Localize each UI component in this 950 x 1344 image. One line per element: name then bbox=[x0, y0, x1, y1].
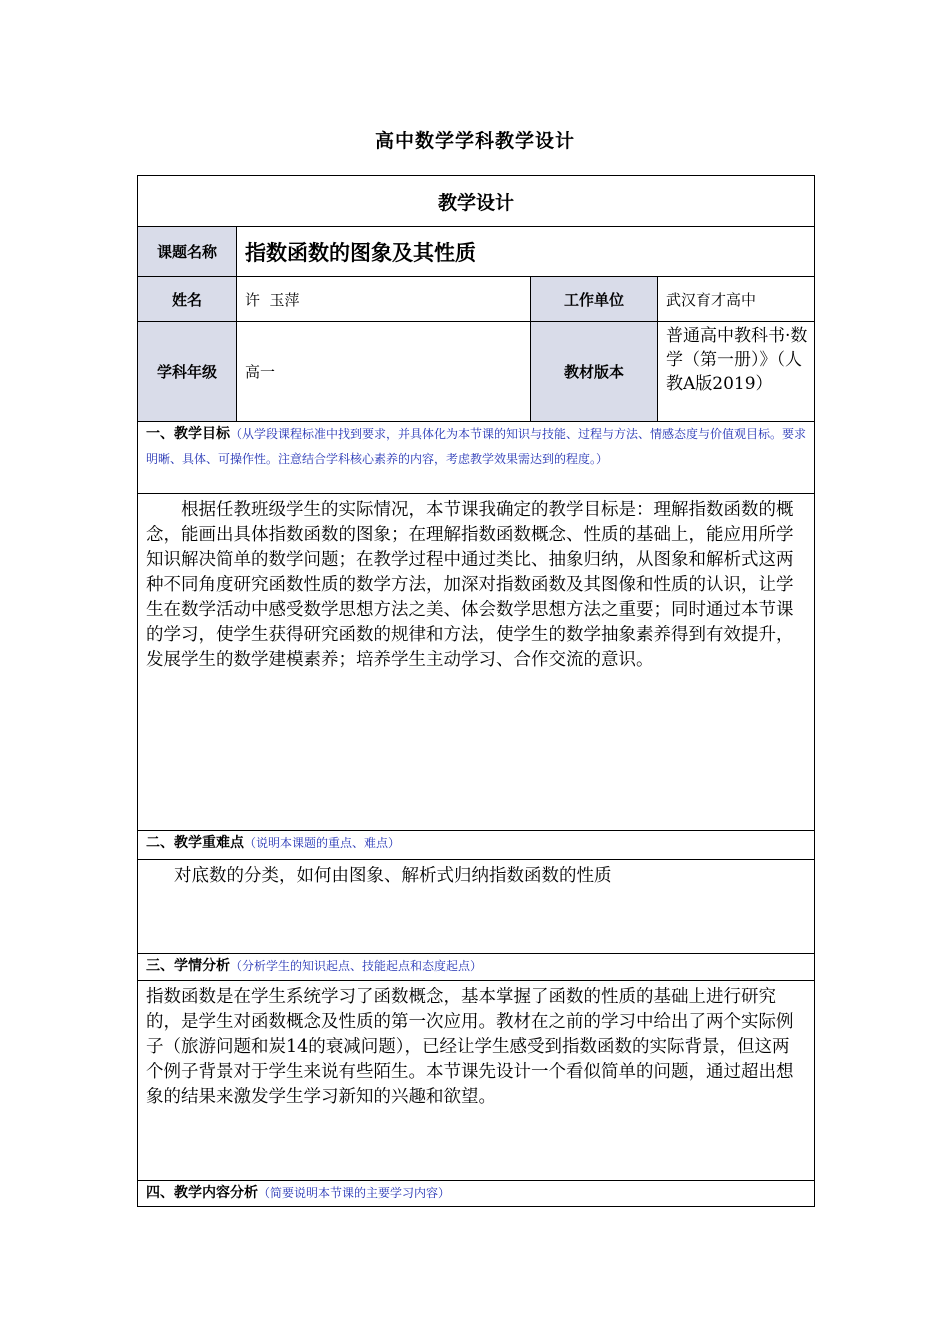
table-banner: 教学设计 bbox=[138, 176, 815, 227]
unit-label: 工作单位 bbox=[531, 277, 658, 322]
section-learners-header bbox=[138, 954, 815, 981]
section-content-heading: 四、教学内容分析 bbox=[146, 1185, 258, 1201]
topic-value: 指数函数的图象及其性质 bbox=[237, 227, 815, 277]
grade-value: 高一 bbox=[237, 322, 531, 422]
section-goals-heading: 一、教学目标 bbox=[146, 426, 230, 442]
name-value: 许 玉萍 bbox=[237, 277, 531, 322]
textbook-value: 普通高中教科书·数学（第一册）》（人教A版2019） bbox=[658, 322, 815, 422]
section-keypoints-body: 对底数的分类，如何由图象、解析式归纳指数函数的性质 bbox=[138, 860, 815, 954]
grade-label: 学科年级 bbox=[138, 322, 237, 422]
textbook-label: 教材版本 bbox=[531, 322, 658, 422]
section-keypoints-header bbox=[138, 831, 815, 860]
section-content-header bbox=[138, 1181, 815, 1207]
topic-label: 课题名称 bbox=[138, 227, 237, 277]
name-label: 姓名 bbox=[138, 277, 237, 322]
section-learners-heading: 三、学情分析 bbox=[146, 958, 230, 974]
section-keypoints-heading: 二、教学重难点 bbox=[146, 835, 244, 851]
section-learners-body: 指数函数是在学生系统学习了函数概念，基本掌握了函数的性质的基础上进行研究的，是学生对函数概念及性质的第一次应用。教材在之前的学习中给出了两个实际例子（旅游问题和炭14的衰减问题），已经让学生感受到指数函数的实际背景，但这两个例子背景对于学生来说有些陌生。本节课先设计一个看似简单的问题，通过超出想象的结果来激发学生学习新知的兴趣和欲望。 bbox=[138, 981, 815, 1181]
section-goals-header bbox=[138, 422, 815, 494]
section-learners-note: （分析学生的知识起点、技能起点和态度起点） bbox=[230, 959, 483, 973]
section-goals-note: （从学段课程标准中找到要求，并具体化为本节课的知识与技能、过程与方法、情感态度与价值观目标。要求明晰、具体、可操作性。注意结合学科核心素养的内容，考虑教学效果需达到的程度。） bbox=[146, 427, 807, 466]
section-content-note: （简要说明本节课的主要学习内容） bbox=[258, 1186, 451, 1200]
teaching-design-table bbox=[137, 175, 815, 1207]
unit-value: 武汉育才高中 bbox=[658, 277, 815, 322]
document-title: 高中数学学科教学设计 bbox=[374, 130, 575, 152]
section-goals-body: 根据任教班级学生的实际情况，本节课我确定的教学目标是：理解指数函数的概念，能画出具体指数函数的图象；在理解指数函数概念、性质的基础上，能应用所学知识解决简单的数学问题；在教学过程中通过类比、抽象归纳，从图象和解析式这两种不同角度研究函数性质的数学方法，加深对指数函数及其图像和性质的认识，让学生在数学活动中感受数学思想方法之美、体会数学思想方法之重要；同时通过本节课的学习，使学生获得研究函数的规律和方法，使学生的数学抽象素养得到有效提升，发展学生的数学建模素养；培养学生主动学习、合作交流的意识。 bbox=[138, 494, 815, 831]
section-keypoints-note: （说明本课题的重点、难点） bbox=[244, 836, 401, 850]
